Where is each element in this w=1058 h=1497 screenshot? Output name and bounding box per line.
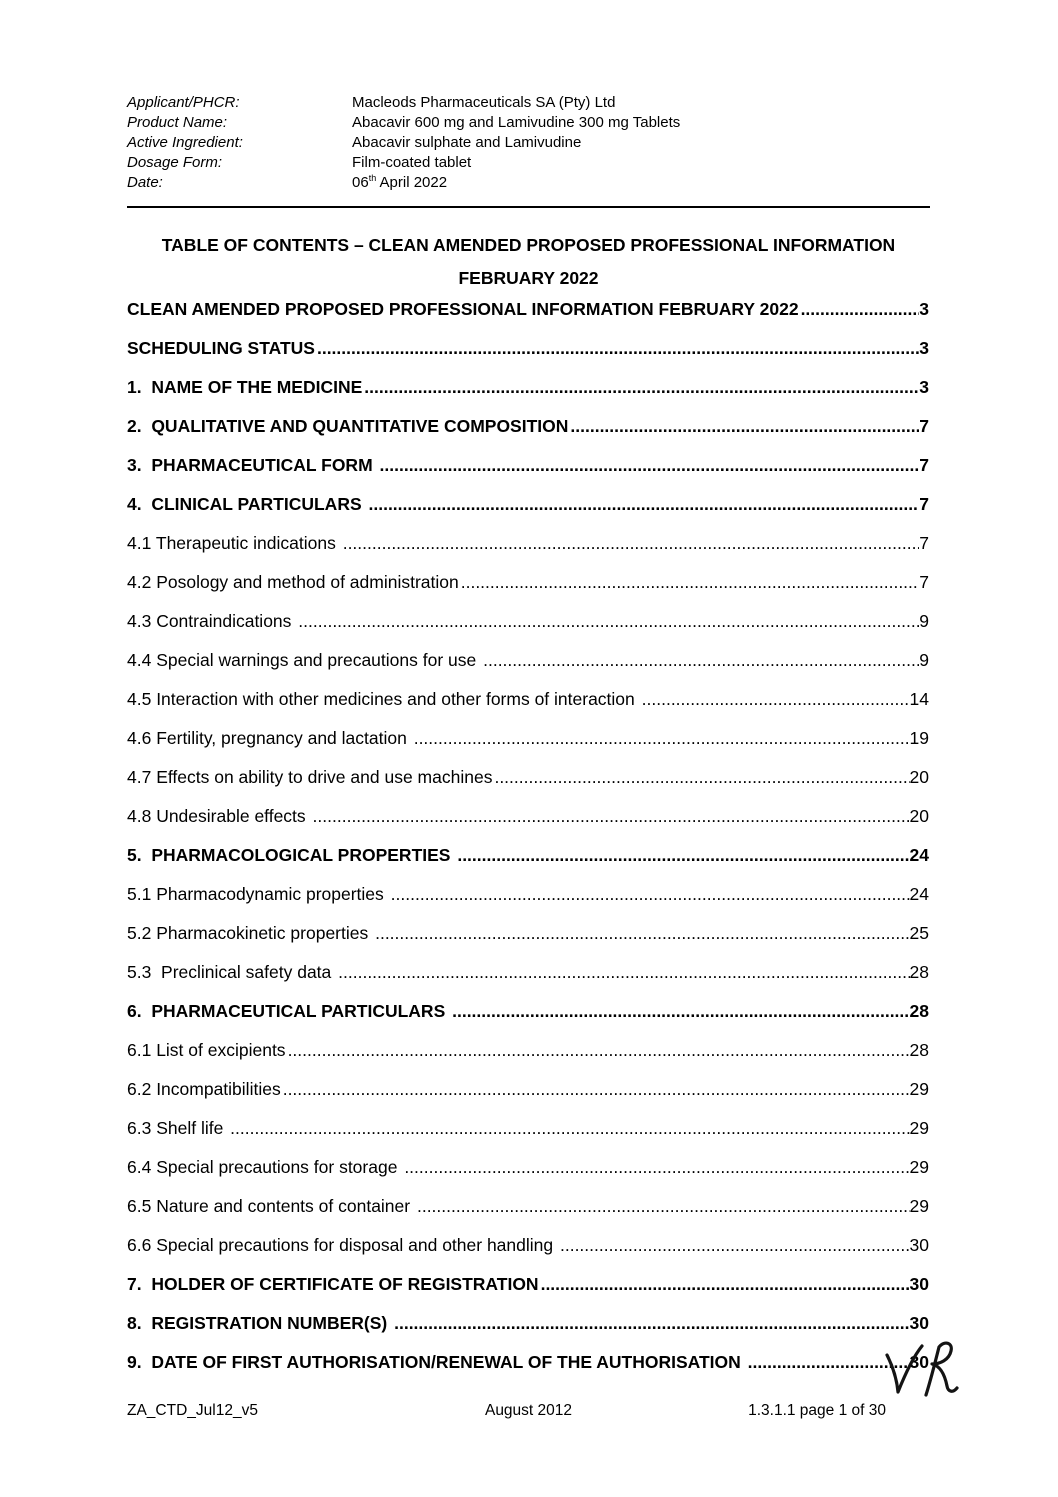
toc-entry-label: 7. HOLDER OF CERTIFICATE OF REGISTRATION <box>127 1274 539 1294</box>
toc-entry-page: 9 <box>919 650 929 670</box>
toc-dot-leader <box>394 1304 909 1343</box>
toc-entry-page: 30 <box>909 1235 929 1255</box>
toc-entry-page: 28 <box>909 1001 929 1021</box>
toc-entry-label: 6.3 Shelf life <box>127 1118 229 1138</box>
toc-entry-label: 3. PHARMACEUTICAL FORM <box>127 455 378 475</box>
toc-dot-leader <box>369 485 920 524</box>
toc-entry <box>127 1070 929 1109</box>
toc-entry-page: 20 <box>909 767 929 787</box>
toc-entry <box>127 368 929 407</box>
toc-entry-page: 7 <box>919 416 929 436</box>
toc-entry-label: 6.2 Incompatibilities <box>127 1079 281 1099</box>
toc-entry-page: 20 <box>909 806 929 826</box>
toc-entry-label: 4. CLINICAL PARTICULARS <box>127 494 367 514</box>
toc-entry <box>127 953 929 992</box>
toc-dot-leader <box>541 1265 910 1304</box>
toc-entry <box>127 485 929 524</box>
toc-entry-label: 6.1 List of excipients <box>127 1040 286 1060</box>
ordinal-superscript: th <box>368 173 377 183</box>
title-line-2: FEBRUARY 2022 <box>458 268 599 288</box>
toc-entry <box>127 680 929 719</box>
toc-entry <box>127 290 929 329</box>
header-row <box>127 173 930 193</box>
toc-entry-page: 3 <box>919 299 929 319</box>
toc-dot-leader <box>298 602 919 641</box>
toc-dot-leader <box>570 407 919 446</box>
toc-entry-page: 3 <box>919 377 929 397</box>
toc-entry-label: 6.4 Special precautions for storage <box>127 1157 403 1177</box>
toc-entry-label: 4.1 Therapeutic indications <box>127 533 341 553</box>
header-row <box>127 93 930 113</box>
toc-entry-label: 6.5 Nature and contents of container <box>127 1196 415 1216</box>
toc-entry <box>127 1226 929 1265</box>
header-field-value: Abacavir sulphate and Lamivudine <box>352 134 582 151</box>
toc-entry-page: 29 <box>909 1196 929 1216</box>
toc-dot-leader <box>313 797 910 836</box>
toc-dot-leader <box>230 1109 909 1148</box>
toc-entry-label: 4.3 Contraindications <box>127 611 297 631</box>
toc-dot-leader <box>461 563 920 602</box>
toc-entry-page: 29 <box>909 1157 929 1177</box>
toc-entry-label: 4.6 Fertility, pregnancy and lactation <box>127 728 412 748</box>
toc-entry-page: 29 <box>909 1118 929 1138</box>
toc-dot-leader <box>380 446 920 485</box>
header-field-value: Abacavir 600 mg and Lamivudine 300 mg Tablets <box>352 114 681 131</box>
toc-entry <box>127 407 929 446</box>
handwritten-initials-mark <box>880 1339 960 1407</box>
toc-entry-label: 6.6 Special precautions for disposal and other handling <box>127 1235 558 1255</box>
toc-entry <box>127 602 929 641</box>
toc-entry-label: 6. PHARMACEUTICAL PARTICULARS <box>127 1001 451 1021</box>
toc-dot-leader <box>483 641 919 680</box>
toc-entry-label: 4.4 Special warnings and precautions for use <box>127 650 482 670</box>
header-field-label: Date: <box>127 174 163 191</box>
toc-entry-page: 29 <box>909 1079 929 1099</box>
toc-entry-label: 4.5 Interaction with other medicines and other forms of interaction <box>127 689 640 709</box>
toc-entry <box>127 719 929 758</box>
toc-entry-label: 8. REGISTRATION NUMBER(S) <box>127 1313 393 1333</box>
toc-entry-page: 7 <box>919 533 929 553</box>
toc-dot-leader <box>417 1187 910 1226</box>
toc-entry-page: 7 <box>919 572 929 592</box>
toc-entry-page: 30 <box>909 1313 929 1333</box>
toc-entry <box>127 1265 929 1304</box>
toc-entry-page: 19 <box>909 728 929 748</box>
toc-dot-leader <box>642 680 910 719</box>
toc-entry-label: 9. DATE OF FIRST AUTHORISATION/RENEWAL OF THE AUTHORISATION <box>127 1352 746 1372</box>
toc-entry-page: 30 <box>909 1352 929 1372</box>
header-row <box>127 133 930 153</box>
table-of-contents <box>127 290 929 1382</box>
toc-entry <box>127 524 929 563</box>
toc-entry <box>127 1109 929 1148</box>
title-line-1: TABLE OF CONTENTS – CLEAN AMENDED PROPOSED PROFESSIONAL INFORMATION <box>161 235 896 255</box>
toc-entry-label: 4.8 Undesirable effects <box>127 806 311 826</box>
header-field-label: Product Name: <box>127 114 228 131</box>
header-field-label: Dosage Form: <box>127 154 223 171</box>
footer-document-code: ZA_CTD_Jul12_v5 <box>127 1402 258 1419</box>
toc-entry-page: 3 <box>919 338 929 358</box>
header-field-label: Applicant/PHCR: <box>127 94 240 111</box>
toc-entry-label: 2. QUALITATIVE AND QUANTITATIVE COMPOSITION <box>127 416 569 436</box>
header-row <box>127 153 930 173</box>
toc-entry-label: 5. PHARMACOLOGICAL PROPERTIES <box>127 845 456 865</box>
toc-entry <box>127 446 929 485</box>
toc-entry <box>127 1343 929 1382</box>
header-field-label: Active Ingredient: <box>127 134 243 151</box>
toc-entry <box>127 797 929 836</box>
toc-entry-page: 25 <box>909 923 929 943</box>
toc-dot-leader <box>801 290 920 329</box>
toc-dot-leader <box>457 836 909 875</box>
toc-dot-leader <box>452 992 909 1031</box>
toc-entry <box>127 914 929 953</box>
toc-entry <box>127 875 929 914</box>
toc-entry-page: 7 <box>919 494 929 514</box>
toc-entry <box>127 563 929 602</box>
toc-entry-label: 4.2 Posology and method of administration <box>127 572 459 592</box>
toc-entry-page: 7 <box>919 455 929 475</box>
toc-entry <box>127 836 929 875</box>
toc-entry-label: 5.3 Preclinical safety data <box>127 962 337 982</box>
header-row <box>127 113 930 133</box>
document-header <box>127 93 930 193</box>
header-field-value: Film-coated tablet <box>352 154 472 171</box>
toc-entry-page: 28 <box>909 1040 929 1060</box>
toc-entry-page: 9 <box>919 611 929 631</box>
toc-entry <box>127 1031 929 1070</box>
toc-entry-label: 1. NAME OF THE MEDICINE <box>127 377 363 397</box>
toc-entry <box>127 758 929 797</box>
toc-dot-leader <box>404 1148 909 1187</box>
toc-dot-leader <box>338 953 909 992</box>
document-footer <box>127 1401 930 1421</box>
header-divider <box>127 206 930 208</box>
toc-dot-leader <box>414 719 910 758</box>
toc-dot-leader <box>283 1070 910 1109</box>
toc-entry <box>127 1187 929 1226</box>
toc-entry-label: 5.2 Pharmacokinetic properties <box>127 923 374 943</box>
toc-dot-leader <box>560 1226 910 1265</box>
toc-entry <box>127 641 929 680</box>
toc-entry <box>127 1148 929 1187</box>
footer-date: August 2012 <box>484 1402 573 1419</box>
toc-entry-page: 30 <box>909 1274 929 1294</box>
toc-dot-leader <box>317 329 919 368</box>
toc-entry-label: SCHEDULING STATUS <box>127 338 315 358</box>
footer-page-info: 1.3.1.1 page 1 of 30 <box>748 1402 886 1419</box>
toc-dot-leader <box>391 875 910 914</box>
toc-entry-page: 14 <box>909 689 929 709</box>
toc-entry <box>127 329 929 368</box>
toc-dot-leader <box>364 368 919 407</box>
header-field-value: 06th April 2022 <box>352 173 448 191</box>
toc-entry <box>127 1304 929 1343</box>
toc-dot-leader <box>494 758 909 797</box>
toc-entry-label: CLEAN AMENDED PROPOSED PROFESSIONAL INFORMATION FEBRUARY 2022 <box>127 299 799 319</box>
toc-entry-label: 5.1 Pharmacodynamic properties <box>127 884 389 904</box>
toc-entry-page: 24 <box>909 845 929 865</box>
document-title <box>127 229 930 295</box>
toc-entry-page: 24 <box>909 884 929 904</box>
toc-entry-label: 4.7 Effects on ability to drive and use machines <box>127 767 493 787</box>
toc-dot-leader <box>375 914 909 953</box>
header-field-value: Macleods Pharmaceuticals SA (Pty) Ltd <box>352 94 616 111</box>
toc-dot-leader <box>343 524 920 563</box>
toc-entry-page: 28 <box>909 962 929 982</box>
toc-entry <box>127 992 929 1031</box>
toc-dot-leader <box>288 1031 910 1070</box>
